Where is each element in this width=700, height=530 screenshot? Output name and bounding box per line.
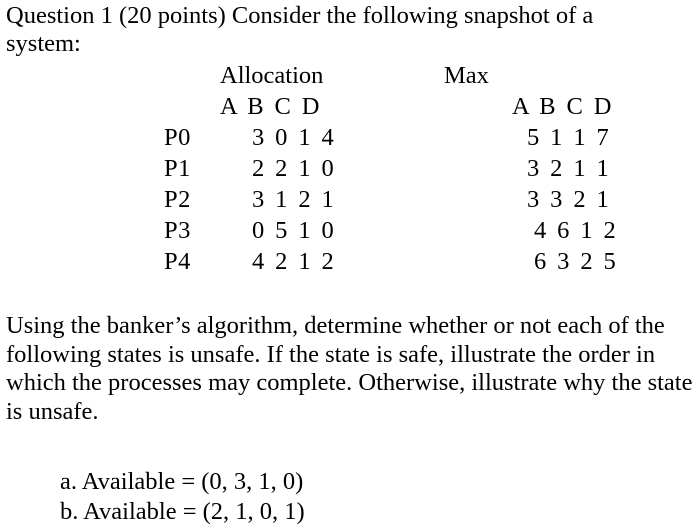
allocation-values: 3 1 2 1 [252, 186, 337, 213]
max-columns: A B C D [512, 93, 614, 120]
allocation-header: Allocation [220, 62, 324, 89]
process-id: P0 [164, 124, 191, 151]
table-row [0, 217, 700, 247]
allocation-values: 0 5 1 0 [252, 217, 337, 244]
process-id: P3 [164, 217, 191, 244]
allocation-values: 3 0 1 4 [252, 124, 337, 151]
allocation-values: 4 2 1 2 [252, 248, 337, 275]
option-b: b. Available = (2, 1, 0, 1) [60, 498, 305, 525]
allocation-values: 2 2 1 0 [252, 155, 337, 182]
max-header: Max [444, 62, 489, 89]
instructions-paragraph: Using the banker’s algorithm, determine whether or not each of the following states is unsafe. If the state is safe, illustrate the order in which the processes may complete. Otherwise, illustrate why the state is unsafe. [6, 312, 693, 425]
process-id: P1 [164, 155, 191, 182]
question-line-1: Question 1 (20 points) Consider the following snapshot of a [6, 2, 594, 29]
max-values: 6 3 2 5 [534, 248, 619, 275]
max-values: 4 6 1 2 [534, 217, 619, 244]
table-row [0, 186, 700, 216]
max-values: 3 2 1 1 [527, 155, 612, 182]
max-values: 3 3 2 1 [527, 186, 612, 213]
allocation-columns: A B C D [220, 93, 322, 120]
table-row [0, 124, 700, 154]
max-values: 5 1 1 7 [527, 124, 612, 151]
question-line-2: system: [6, 30, 81, 57]
table-row [0, 248, 700, 278]
process-id: P2 [164, 186, 191, 213]
process-id: P4 [164, 248, 191, 275]
option-a: a. Available = (0, 3, 1, 0) [60, 468, 304, 495]
table-row [0, 155, 700, 185]
